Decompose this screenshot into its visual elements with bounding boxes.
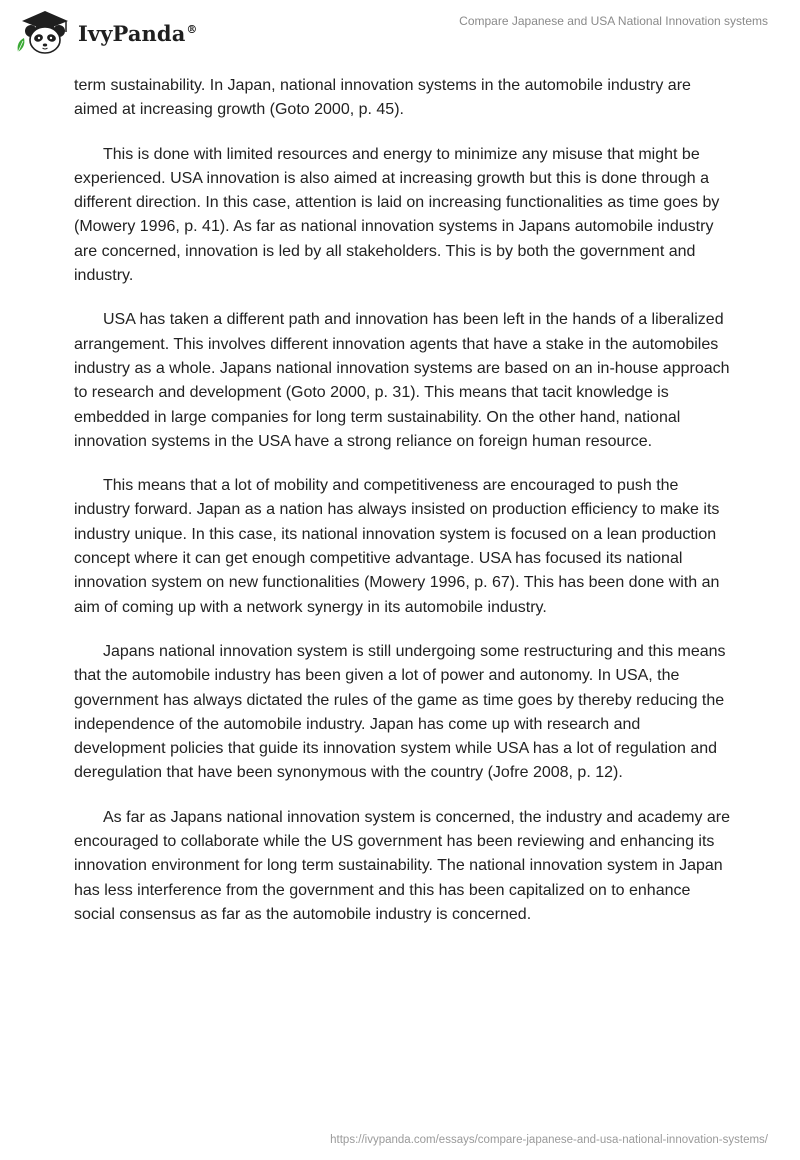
paragraph: term sustainability. In Japan, national innovation systems in the automobile industry are aimed at increasing growth (Goto 2000, p. 45). [74,77,691,119]
paragraph: This is done with limited resources and energy to minimize any misuse that might be experienced. USA innovation is also aimed at increasing growth but this is done through a different direction. In this case, attention is laid on increasing functionalities as time goes by (Mowery 1996, p. 41). As far as national innovation systems in Japans automobile industry are concerned, innovation is led by all stakeholders. This is by both the government and industry. [74,145,720,285]
document-title: Compare Japanese and USA National Innovation systems [459,14,768,28]
essay-body [74,74,734,947]
panda-graduation-cap-icon [14,8,76,56]
paragraph: Japans national innovation system is still undergoing some restructuring and this means that the automobile industry has been given a lot of power and autonomy. In USA, the government has always dictated the rules of the game as time goes by thereby reducing the independence of the automobile industry. Japan has come up with research and development policies that guide its innovation system while USA has a lot of regulation and deregulation that have been synonymous with the country (Jofre 2008, p. 12). [74,642,726,782]
registered-mark: ® [186,22,198,36]
brand-name: IvyPanda® [78,20,198,46]
paragraph: As far as Japans national innovation system is concerned, the industry and academy are encouraged to collaborate while the US government has been reviewing and enhancing its innovation environment for long term sustainability. The national innovation system in Japan has less interference from the government and this has been capitalized on to enhance social consensus as far as the automobile industry is concerned. [74,808,731,923]
paragraph: USA has taken a different path and innovation has been left in the hands of a liberalized arrangement. This involves different innovation agents that have a stake in the automobiles industry as a whole. Japans national innovation systems are based on an in-house approach to research and development (Goto 2000, p. 31). This means that tacit knowledge is embedded in large companies for long term sustainability. On the other hand, national innovation systems in the USA have a strong reliance on foreign human resource. [74,311,730,450]
page-header [0,0,800,70]
ivypanda-logo[interactable] [14,8,198,56]
paragraph: This means that a lot of mobility and competitiveness are encouraged to push the industry forward. Japan as a nation has always insisted on production efficiency to make its industry unique. In this case, its national innovation system is focused on a lean production concept where it can get enough competitive advantage. USA has focused its national innovation system on new functionalities (Mowery 1996, p. 67). This has been done with an aim of coming up with a network synergy in its automobile industry. [74,477,720,616]
source-url-link[interactable]: https://ivypanda.com/essays/compare-japanese-and-usa-national-innovation-systems/ [330,1134,768,1146]
